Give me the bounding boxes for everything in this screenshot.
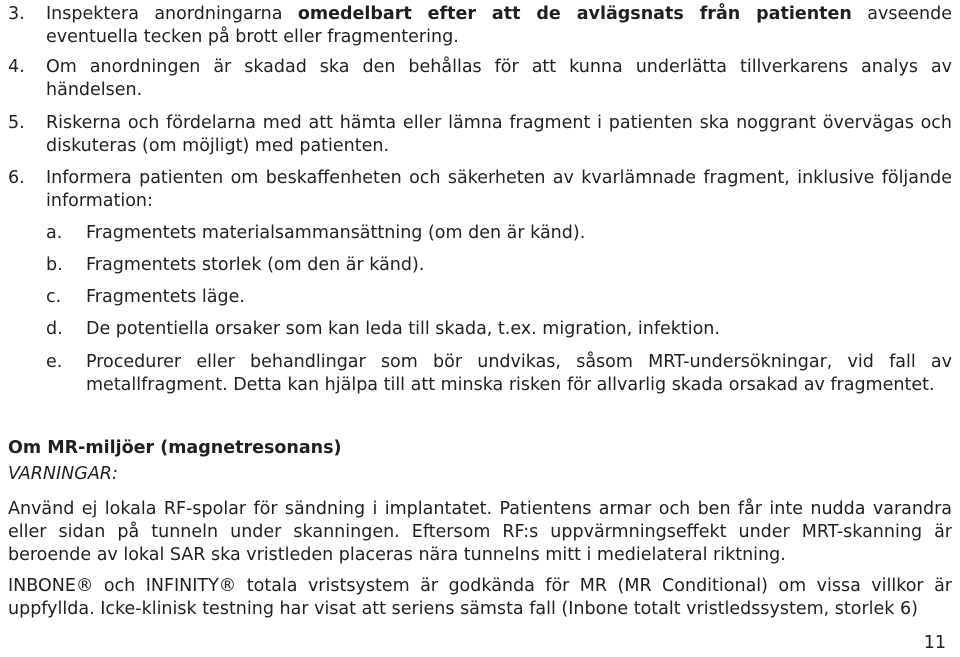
sub-item-letter: e. — [46, 352, 63, 372]
sub-item-letter: b. — [46, 255, 63, 275]
list-item-5 — [8, 112, 952, 158]
sub-item-text: Procedurer eller behandlingar som bör undvikas, såsom MRT-undersökningar, vid fall av metallfragment. Detta kan hjälpa till att minska risken för allvarlig skada orsakad av fragmentet. — [86, 352, 952, 395]
sub-item-d — [46, 318, 952, 341]
sub-item-text: Fragmentets materialsammansättning (om den är känd). — [86, 223, 586, 243]
sub-item-b — [46, 254, 952, 277]
warnings-label: VARNINGAR: — [8, 464, 118, 484]
item-number: 5. — [8, 113, 25, 133]
item-number: 3. — [8, 4, 25, 24]
sub-item-text: De potentiella orsaker som kan leda till skada, t.ex. migration, infektion. — [86, 319, 720, 339]
paragraph: INBONE® och INFINITY® totala vristsystem är godkända för MR (MR Conditional) om vissa villkor är uppfyllda. Icke-klinisk testning har visat att seriens sämsta fall (Inbone totalt vristledssystem, storlek 6) — [8, 576, 952, 619]
item-text-pre: Inspektera anordningarna — [46, 4, 298, 24]
item-number: 6. — [8, 168, 25, 188]
item-number: 4. — [8, 57, 25, 77]
item-text — [46, 3, 952, 49]
item-text: Informera patienten om beskaffenheten och säkerheten av kvarlämnade fragment, inklusive följande information: — [46, 168, 952, 211]
sub-item-letter: d. — [46, 319, 63, 339]
sub-item-c — [46, 286, 952, 309]
page-number: 11 — [923, 633, 946, 653]
item-text-bold: omedelbart efter att de avlägsnats från patienten — [297, 4, 852, 24]
list-item-3 — [8, 3, 952, 49]
item-text-post: avseende eventuella tecken på brott eller fragmentering. — [46, 4, 952, 47]
item-text: Om anordningen är skadad ska den behållas för att kunna underlätta tillverkarens analys av händelsen. — [46, 57, 952, 100]
sub-item-letter: c. — [46, 287, 62, 307]
paragraph: Använd ej lokala RF-spolar för sändning i implantatet. Patientens armar och ben får inte nudda varandra eller sidan på tunneln under skanningen. Eftersom RF:s uppvärmningseffekt under MRT-skanning är beroende av lokal SAR ska vristleden placeras nära tunnelns mitt i medielateral riktning. — [8, 499, 952, 565]
sub-item-text: Fragmentets läge. — [86, 287, 245, 307]
section-heading: Om MR-miljöer (magnetresonans) — [8, 438, 342, 458]
sub-item-letter: a. — [46, 223, 63, 243]
sub-item-e — [46, 351, 952, 397]
list-item-4 — [8, 56, 952, 102]
sub-item-text: Fragmentets storlek (om den är känd). — [86, 255, 425, 275]
item-text: Riskerna och fördelarna med att hämta eller lämna fragment i patienten ska noggrant övervägas och diskuteras (om möjligt) med patienten. — [46, 113, 952, 156]
sub-item-a — [46, 222, 952, 245]
list-item-6 — [8, 167, 952, 213]
